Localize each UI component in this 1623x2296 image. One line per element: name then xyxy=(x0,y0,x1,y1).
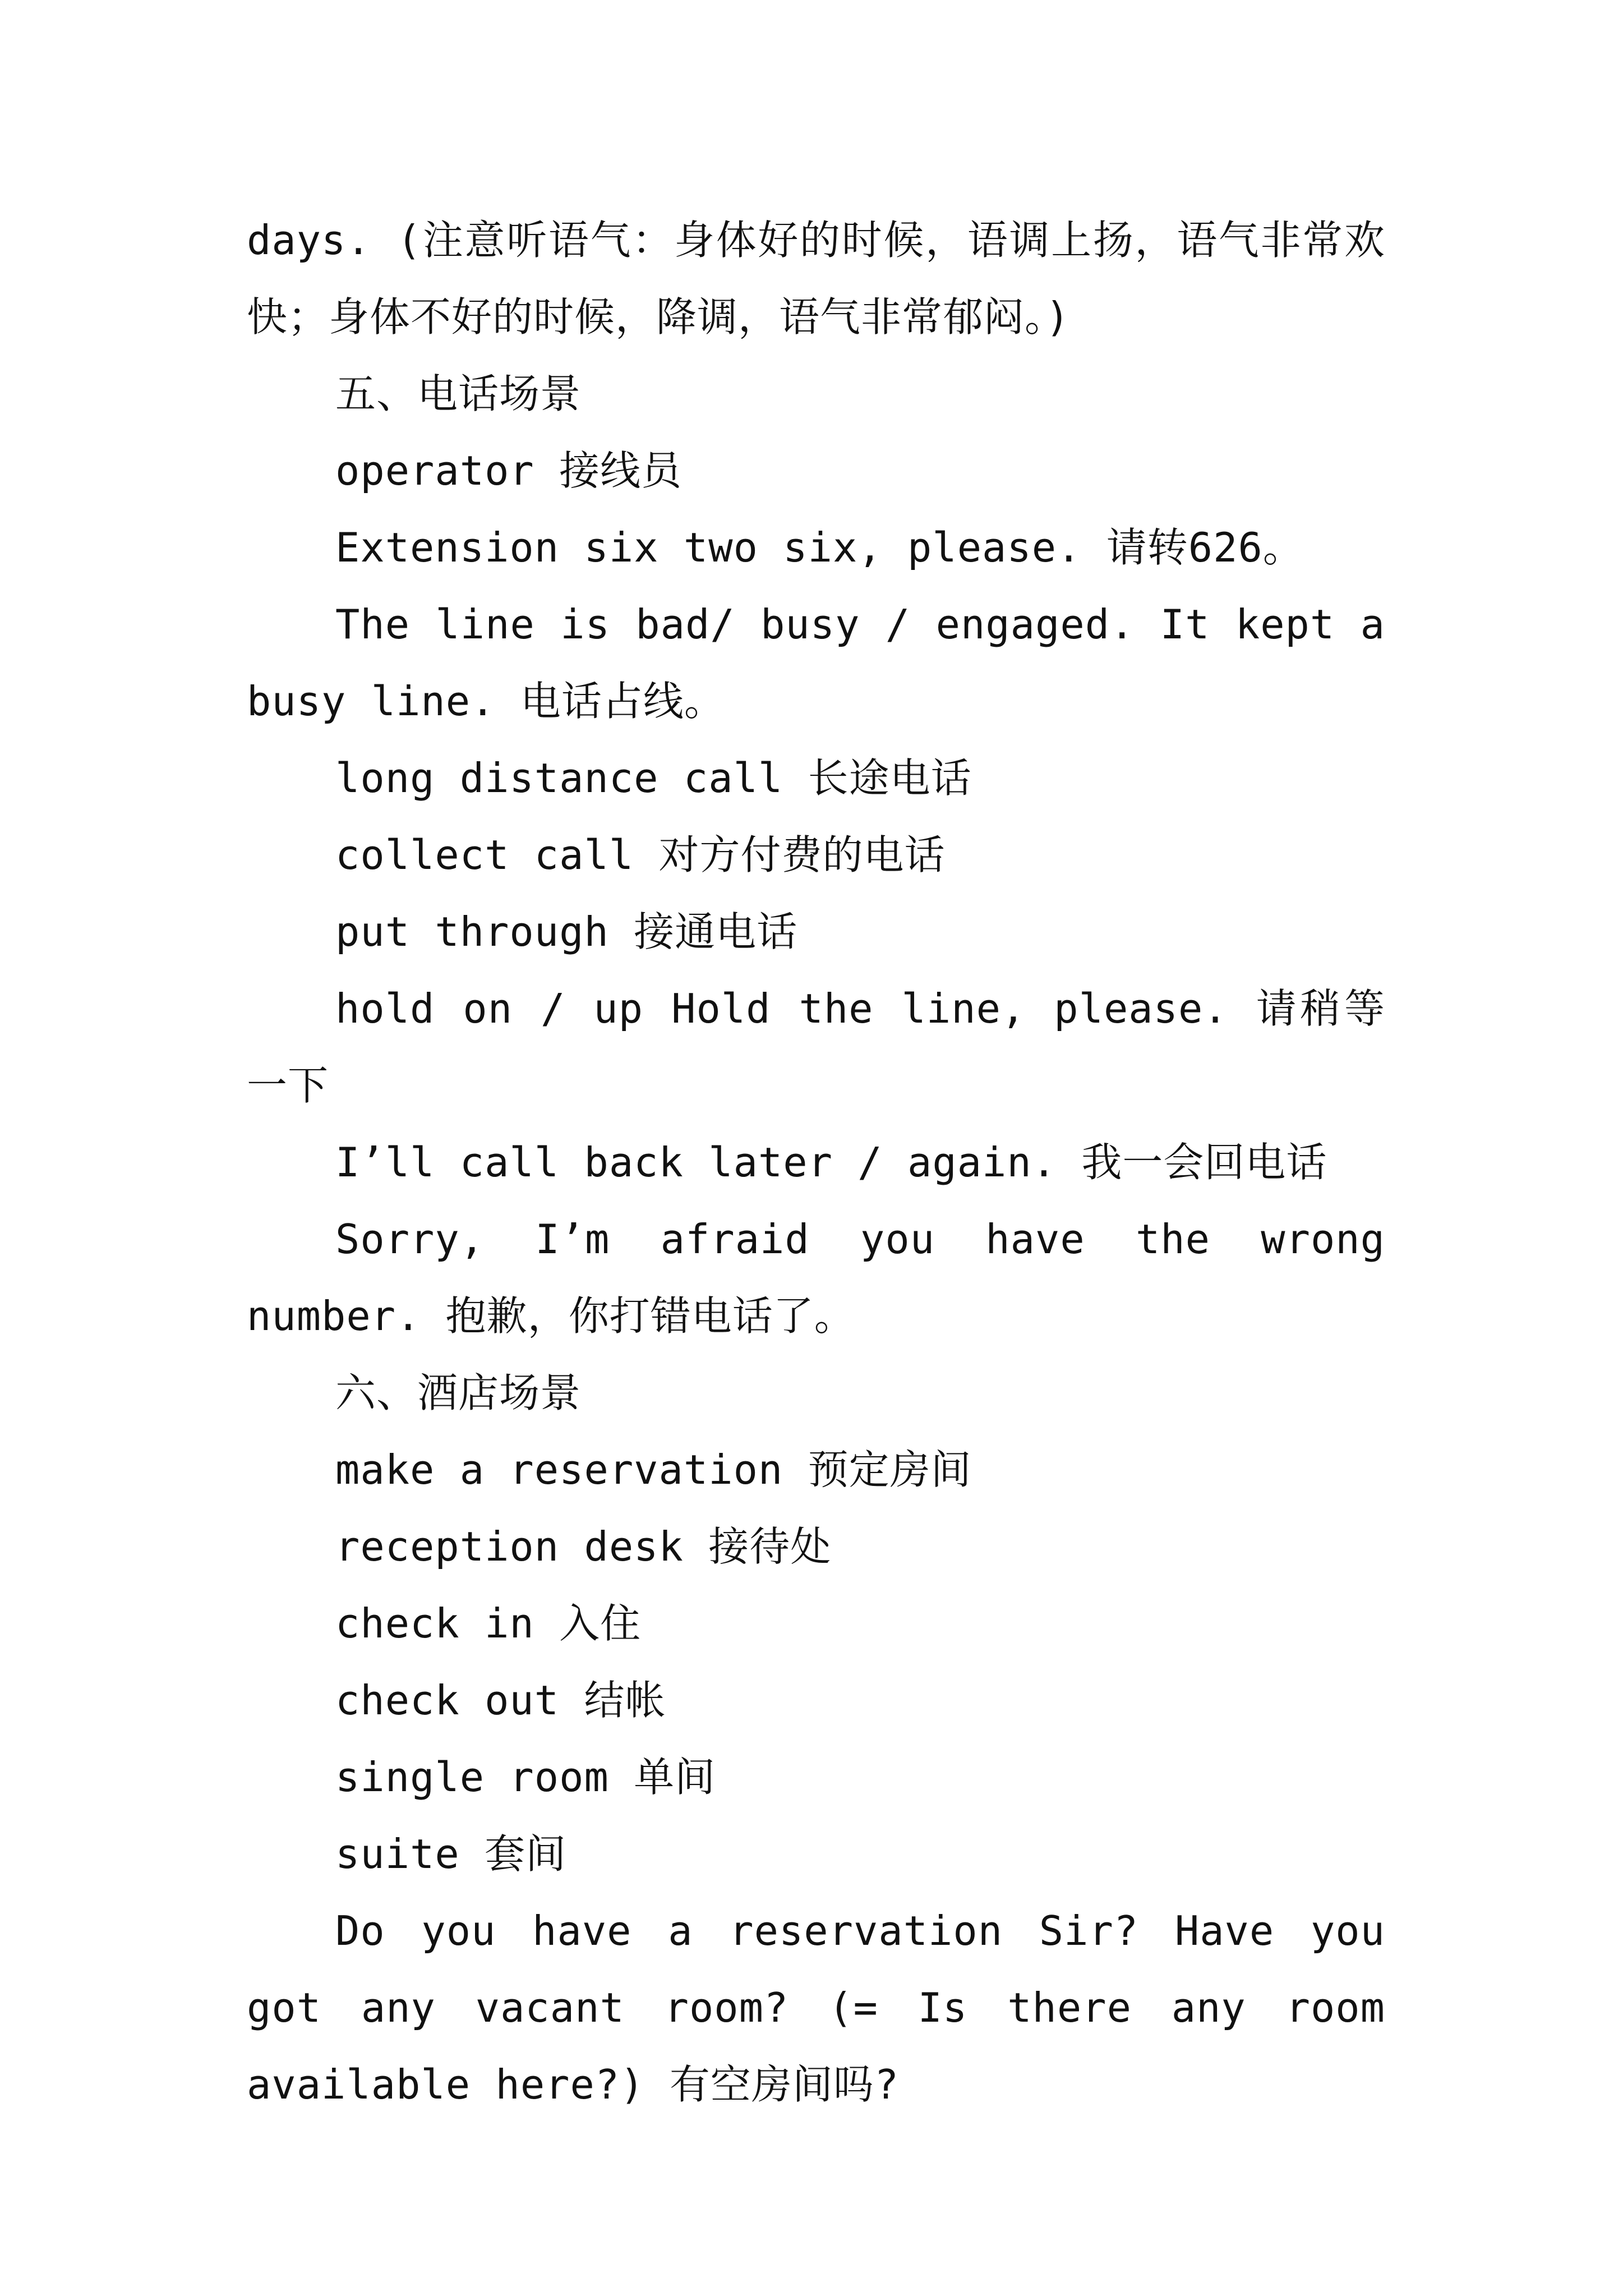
phrase-call-back: I’ll call back later / again. 我一会回电话 xyxy=(335,1139,1327,1186)
paragraph-days-note: days. (注意听语气：身体好的时候，语调上扬，语气非常欢快；身体不好的时候，降调，语气非常郁闷。) xyxy=(247,217,1385,341)
phrase-put-through: put through 接通电话 xyxy=(335,908,798,955)
phrase-reception-desk: reception desk 接待处 xyxy=(335,1523,832,1570)
phrase-check-out: check out 结帐 xyxy=(335,1677,666,1724)
phrase-hold-on: hold on / up Hold the line, please. 请稍等一下 xyxy=(247,985,1385,1109)
document-body xyxy=(247,202,1385,2123)
phrase-single-room: single room 单间 xyxy=(335,1754,716,1801)
phrase-collect-call: collect call 对方付费的电话 xyxy=(335,831,946,878)
phrase-wrong-number: Sorry, I’m afraid you have the wrong number. 抱歉，你打错电话了。 xyxy=(247,1216,1385,1340)
heading-hotel-scene: 六、酒店场景 xyxy=(335,1369,582,1416)
phrase-operator: operator 接线员 xyxy=(335,447,683,494)
phrase-extension: Extension six two six, please. 请转626。 xyxy=(335,524,1304,571)
heading-phone-scene: 五、电话场景 xyxy=(335,370,582,417)
phrase-long-distance-call: long distance call 长途电话 xyxy=(335,754,972,802)
phrase-busy-line: The line is bad/ busy / engaged. It kept a busy line. 电话占线。 xyxy=(247,601,1385,725)
phrase-check-in: check in 入住 xyxy=(335,1600,642,1647)
phrase-make-reservation: make a reservation 预定房间 xyxy=(335,1446,972,1493)
phrase-suite: suite 套间 xyxy=(335,1830,567,1878)
phrase-vacant-room: Do you have a reservation Sir? Have you got any vacant room? (= Is there any room available here?) 有空房间吗? xyxy=(247,1907,1385,2108)
